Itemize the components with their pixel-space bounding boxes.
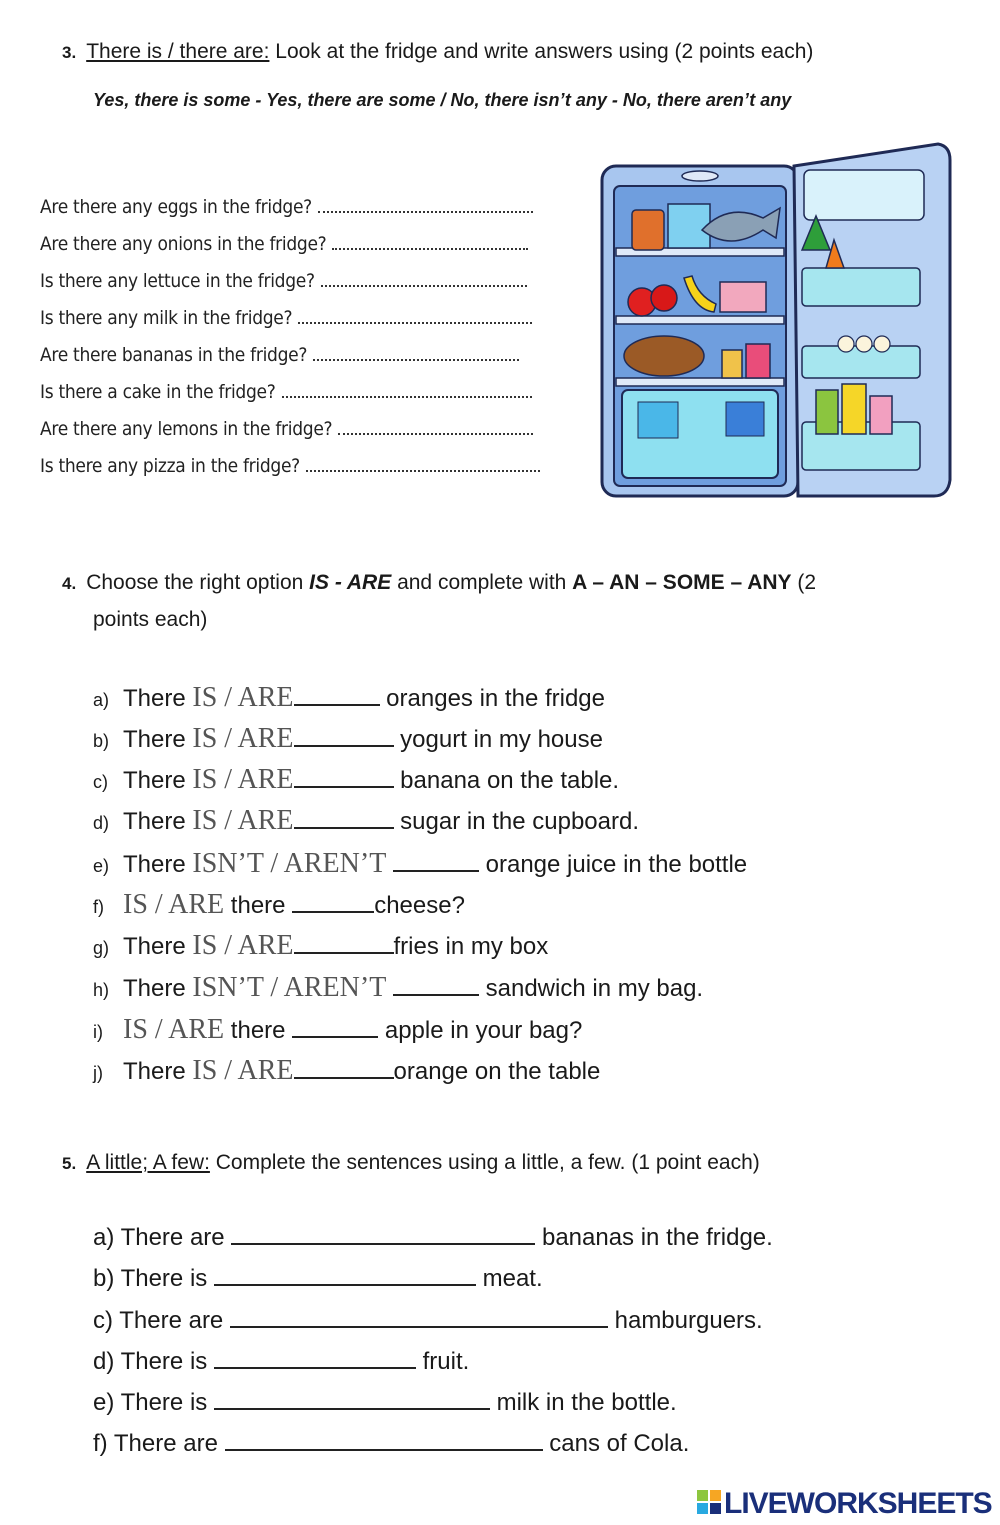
exercise-row [93, 1388, 677, 1417]
item-label: c) [93, 772, 108, 792]
exercise-row [93, 972, 703, 1004]
fridge-illustration [598, 140, 964, 508]
juice-box-icon [842, 384, 866, 434]
item-label: e) [93, 856, 110, 876]
exercise-row [93, 1055, 600, 1087]
chicken-icon [624, 336, 704, 376]
answer-blank[interactable] [298, 308, 532, 324]
item-text: fruit. [415, 1348, 470, 1375]
cake-icon [720, 282, 766, 312]
question-row [40, 455, 540, 477]
item-label: i) [93, 1022, 103, 1042]
egg-icon [856, 336, 872, 352]
verb-option[interactable]: IS / ARE [123, 889, 225, 920]
exercise-row [93, 1306, 763, 1335]
item-text: cans of Cola. [542, 1430, 690, 1457]
item-text: orange on the table [393, 1058, 601, 1085]
item-text: There [123, 975, 193, 1002]
item-label: b) [93, 731, 110, 751]
exercise-row [93, 889, 465, 921]
yogurt-icon [722, 350, 742, 378]
verb-option[interactable]: ISN’T / AREN’T [192, 848, 387, 879]
item-text: oranges in the fridge [379, 685, 605, 712]
section4-title-isare: IS - ARE [309, 571, 392, 594]
verb-option[interactable]: IS / ARE [192, 930, 294, 961]
section4-title [62, 569, 962, 598]
section3-subtitle: Yes, there is some - Yes, there are some / No, there isn’t any - No, there aren’t any [93, 90, 792, 110]
question-text: Is there any pizza in the fridge? [40, 455, 300, 477]
shelf [616, 316, 784, 324]
exercise-row [93, 682, 605, 714]
item-text: meat. [475, 1265, 543, 1292]
item-label: g) [93, 938, 110, 958]
item-label: h) [93, 980, 110, 1000]
item-text: hamburguers. [607, 1307, 763, 1334]
item-text: orange juice in the bottle [478, 851, 748, 878]
answer-blank[interactable] [393, 974, 479, 996]
section3-title [62, 38, 813, 67]
exercise-row [93, 930, 548, 962]
item-label: a) [93, 690, 110, 710]
answer-blank[interactable] [306, 456, 540, 472]
egg-icon [874, 336, 890, 352]
section4-number: 4. [62, 574, 77, 593]
egg-icon [838, 336, 854, 352]
item-text: b) There is [93, 1265, 214, 1292]
exercise-row [93, 1014, 582, 1046]
item-text: There [123, 933, 193, 960]
section5-number: 5. [62, 1154, 77, 1173]
section3-number: 3. [62, 43, 77, 62]
question-text: Are there bananas in the fridge? [40, 344, 308, 366]
answer-blank[interactable] [294, 807, 394, 829]
milk-bottle-icon [870, 396, 892, 434]
verb-option[interactable]: IS / ARE [192, 682, 294, 713]
item-label: d) [93, 813, 110, 833]
item-text: apple in your bag? [378, 1017, 583, 1044]
question-row [40, 418, 533, 440]
section4-title-text: and complete with [391, 571, 573, 594]
verb-option[interactable]: IS / ARE [192, 723, 294, 754]
item-label: j) [93, 1063, 103, 1083]
answer-blank[interactable] [321, 271, 527, 287]
milk-carton-icon [668, 204, 710, 248]
section3-title-underlined: There is / there are: [86, 40, 270, 63]
item-text: There [123, 1058, 193, 1085]
item-text: banana on the table. [393, 767, 620, 794]
section5-title-rest: Complete the sentences using a little, a few. (1 point each) [209, 1151, 760, 1174]
question-text: Is there any milk in the fridge? [40, 307, 293, 329]
item-text: milk in the bottle. [489, 1389, 677, 1416]
fridge-handle [682, 171, 718, 181]
item-label: f) [93, 897, 104, 917]
item-text: sandwich in my bag. [478, 975, 704, 1002]
answer-blank[interactable] [318, 197, 533, 213]
answer-blank[interactable] [292, 891, 374, 913]
item-text: f) There are [93, 1430, 225, 1457]
exercise-row [93, 1429, 689, 1458]
yogurt-icon [746, 344, 770, 378]
item-text: there [224, 1017, 293, 1044]
item-text: sugar in the cupboard. [393, 808, 640, 835]
exercise-row [93, 848, 747, 880]
section5-title-underlined: A little; A few: [86, 1151, 210, 1174]
apple-icon [651, 285, 677, 311]
ice-icon [638, 402, 678, 438]
answer-blank[interactable] [214, 1347, 416, 1369]
item-text: there [224, 892, 293, 919]
item-text: d) There is [93, 1348, 214, 1375]
question-text: Are there any onions in the fridge? [40, 233, 327, 255]
exercise-row [93, 1223, 773, 1252]
item-text: There [123, 851, 193, 878]
item-text: bananas in the fridge. [535, 1224, 773, 1251]
item-text: c) There are [93, 1307, 230, 1334]
question-row [40, 381, 532, 403]
answer-blank[interactable] [313, 345, 519, 361]
item-text [386, 975, 393, 1002]
answer-blank[interactable] [225, 1429, 543, 1451]
item-text [386, 851, 393, 878]
item-text: There [123, 726, 193, 753]
brand-text: LIVEWORKSHEETS [724, 1487, 992, 1520]
juice-box-icon [816, 390, 838, 434]
answer-blank[interactable] [282, 382, 532, 398]
exercise-row [93, 764, 619, 796]
question-text: Is there a cake in the fridge? [40, 381, 276, 403]
item-text: cheese? [374, 892, 465, 919]
item-text: e) There is [93, 1389, 214, 1416]
jar-icon [632, 210, 664, 250]
section4-title-line2: points each) [93, 608, 208, 631]
ice-icon [726, 402, 764, 436]
question-row [40, 270, 527, 292]
question-text: Is there any lettuce in the fridge? [40, 270, 315, 292]
answer-blank[interactable] [294, 766, 394, 788]
door-shelf [802, 268, 920, 306]
answer-blank[interactable] [214, 1388, 490, 1410]
answer-blank[interactable] [231, 1223, 535, 1245]
exercise-row [93, 1347, 469, 1376]
item-text: yogurt in my house [393, 726, 603, 753]
item-text: There [123, 685, 193, 712]
section3-title-rest: Look at the fridge and write answers using (2 points each) [269, 40, 814, 63]
door-shelf [804, 170, 924, 220]
liveworksheets-brand [696, 1487, 992, 1521]
answer-blank[interactable] [294, 932, 394, 954]
answer-blank[interactable] [292, 1016, 378, 1038]
question-row [40, 233, 528, 255]
verb-option[interactable]: IS / ARE [123, 1014, 225, 1045]
item-text: a) There are [93, 1224, 232, 1251]
section4-title-text: (2 [791, 571, 817, 594]
exercise-row [93, 1264, 543, 1293]
answer-blank[interactable] [393, 850, 479, 872]
shelf [616, 378, 784, 386]
section4-title-words: A – AN – SOME – ANY [572, 571, 792, 594]
item-text: There [123, 808, 193, 835]
answer-blank[interactable] [214, 1264, 476, 1286]
answer-blank[interactable] [294, 725, 394, 747]
verb-option[interactable]: ISN’T / AREN’T [192, 972, 387, 1003]
item-text: There [123, 767, 193, 794]
question-text: Are there any lemons in the fridge? [40, 418, 333, 440]
question-text: Are there any eggs in the fridge? [40, 196, 312, 218]
answer-blank[interactable] [230, 1306, 608, 1328]
verb-option[interactable]: IS / ARE [192, 805, 294, 836]
question-row [40, 344, 519, 366]
section5-title [62, 1149, 760, 1178]
question-row [40, 307, 532, 329]
section4-title-text: Choose the right option [86, 571, 310, 594]
exercise-row [93, 723, 603, 755]
exercise-row [93, 805, 639, 837]
answer-blank[interactable] [332, 234, 528, 250]
question-row [40, 196, 533, 218]
answer-blank[interactable] [294, 684, 380, 706]
item-text: fries in my box [393, 933, 549, 960]
verb-option[interactable]: IS / ARE [192, 764, 294, 795]
answer-blank[interactable] [338, 419, 533, 435]
answer-blank[interactable] [294, 1057, 394, 1079]
verb-option[interactable]: IS / ARE [192, 1055, 294, 1086]
liveworksheets-logo-icon [696, 1489, 722, 1515]
